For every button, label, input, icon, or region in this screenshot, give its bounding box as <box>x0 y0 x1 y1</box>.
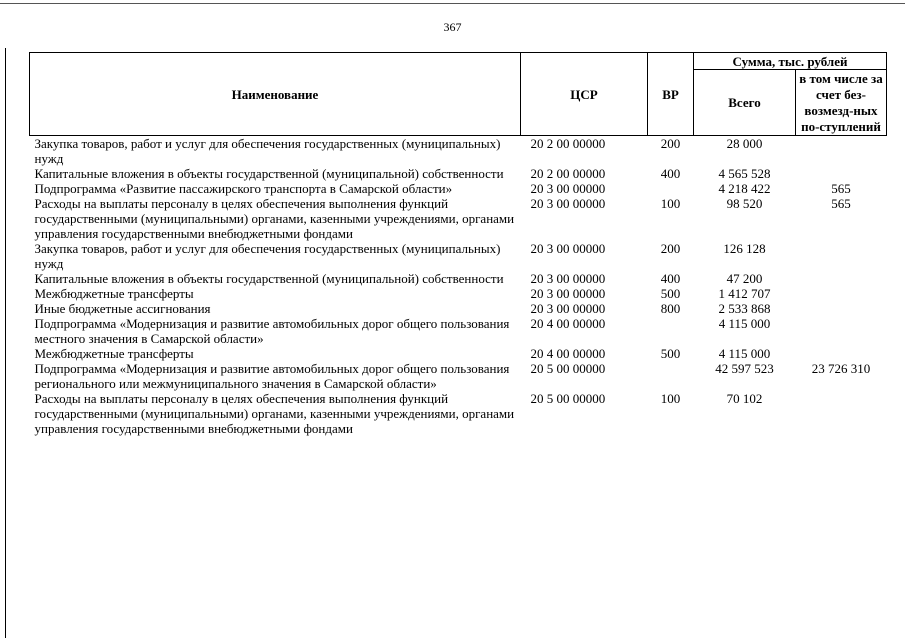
cell-csr: 20 3 00 00000 <box>530 181 606 196</box>
cell-vr: 500 <box>660 346 681 361</box>
table-row <box>30 196 887 241</box>
cell-vr: 500 <box>660 286 681 301</box>
table-body <box>30 136 887 437</box>
cell-total: 98 520 <box>726 196 763 211</box>
cell-free <box>796 271 887 286</box>
cell-free: 23 726 310 <box>811 361 871 376</box>
table-row <box>30 346 887 361</box>
cell-name: Межбюджетные трансферты <box>34 286 194 301</box>
cell-csr: 20 3 00 00000 <box>530 286 606 301</box>
cell-vr: 800 <box>660 301 681 316</box>
header-free: в том числе за счет без-возмезд-ных по-ступлений <box>796 70 887 136</box>
cell-free <box>796 136 887 167</box>
cell-csr: 20 3 00 00000 <box>530 196 606 211</box>
cell-free <box>796 301 887 316</box>
cell-vr: 200 <box>660 241 681 256</box>
table-row <box>30 391 887 436</box>
cell-vr <box>648 361 694 391</box>
table-row <box>30 286 887 301</box>
cell-vr: 400 <box>660 166 681 181</box>
cell-vr: 100 <box>660 391 681 406</box>
cell-free <box>796 391 887 436</box>
cell-csr: 20 4 00 00000 <box>530 316 606 331</box>
cell-name: Расходы на выплаты персоналу в целях обеспечения выполнения функций государственными (муниципальными) органами, казенными учреждениями, органами управления государственными внебюджетными фондами <box>34 391 515 436</box>
cell-name: Расходы на выплаты персоналу в целях обеспечения выполнения функций государственными (муниципальными) органами, казенными учреждениями, органами управления государственными внебюджетными фондами <box>34 196 515 241</box>
cell-csr: 20 3 00 00000 <box>530 241 606 256</box>
header-total: Всего <box>694 70 796 136</box>
cell-vr: 400 <box>660 271 681 286</box>
table-row <box>30 361 887 391</box>
header-name: Наименование <box>30 53 521 136</box>
page-number: 367 <box>443 20 462 34</box>
table-row <box>30 271 887 286</box>
cell-free <box>796 346 887 361</box>
cell-name: Иные бюджетные ассигнования <box>34 301 211 316</box>
table-row <box>30 301 887 316</box>
table-header <box>30 53 887 136</box>
header-csr: ЦСР <box>521 53 648 136</box>
cell-csr: 20 5 00 00000 <box>530 391 606 406</box>
top-border-line <box>0 3 905 4</box>
cell-csr: 20 3 00 00000 <box>530 271 606 286</box>
cell-csr: 20 5 00 00000 <box>530 361 606 376</box>
table-row <box>30 166 887 181</box>
table-row <box>30 136 887 167</box>
cell-free: 565 <box>831 196 851 211</box>
cell-free <box>796 286 887 301</box>
cell-total: 126 128 <box>723 241 766 256</box>
cell-total: 1 412 707 <box>718 286 771 301</box>
cell-name: Капитальные вложения в объекты государственной (муниципальной) собственности <box>34 271 504 286</box>
cell-total: 4 115 000 <box>718 346 771 361</box>
header-sum: Сумма, тыс. рублей <box>694 53 887 70</box>
cell-name: Закупка товаров, работ и услуг для обеспечения государственных (муниципальных) нужд <box>34 136 501 166</box>
cell-total: 70 102 <box>726 391 763 406</box>
cell-total: 2 533 868 <box>718 301 771 316</box>
cell-vr: 200 <box>660 136 681 151</box>
cell-csr: 20 4 00 00000 <box>530 346 606 361</box>
cell-free <box>796 316 887 346</box>
cell-name: Межбюджетные трансферты <box>34 346 194 361</box>
left-border-line <box>5 48 6 638</box>
cell-total: 4 565 528 <box>718 166 771 181</box>
cell-total: 28 000 <box>726 136 763 151</box>
cell-vr <box>648 181 694 196</box>
table-row <box>30 316 887 346</box>
cell-name: Подпрограмма «Модернизация и развитие автомобильных дорог общего пользования местного значения в Самарской области» <box>34 316 510 346</box>
cell-csr: 20 2 00 00000 <box>530 136 606 151</box>
cell-name: Закупка товаров, работ и услуг для обеспечения государственных (муниципальных) нужд <box>34 241 501 271</box>
cell-name: Подпрограмма «Модернизация и развитие автомобильных дорог общего пользования регионального или межмуниципального значения в Самарской области» <box>34 361 510 391</box>
table-row <box>30 241 887 271</box>
cell-free <box>796 166 887 181</box>
cell-vr: 100 <box>660 196 681 211</box>
cell-csr: 20 3 00 00000 <box>530 301 606 316</box>
cell-name: Подпрограмма «Развитие пассажирского транспорта в Самарской области» <box>34 181 453 196</box>
cell-vr <box>648 316 694 346</box>
table-row <box>30 181 887 196</box>
cell-name: Капитальные вложения в объекты государственной (муниципальной) собственности <box>34 166 504 181</box>
cell-total: 4 218 422 <box>718 181 771 196</box>
cell-free <box>796 241 887 271</box>
header-vr: ВР <box>648 53 694 136</box>
cell-csr: 20 2 00 00000 <box>530 166 606 181</box>
budget-table <box>29 52 887 436</box>
cell-total: 4 115 000 <box>718 316 771 331</box>
cell-total: 42 597 523 <box>715 361 774 376</box>
cell-total: 47 200 <box>726 271 763 286</box>
cell-free: 565 <box>831 181 851 196</box>
